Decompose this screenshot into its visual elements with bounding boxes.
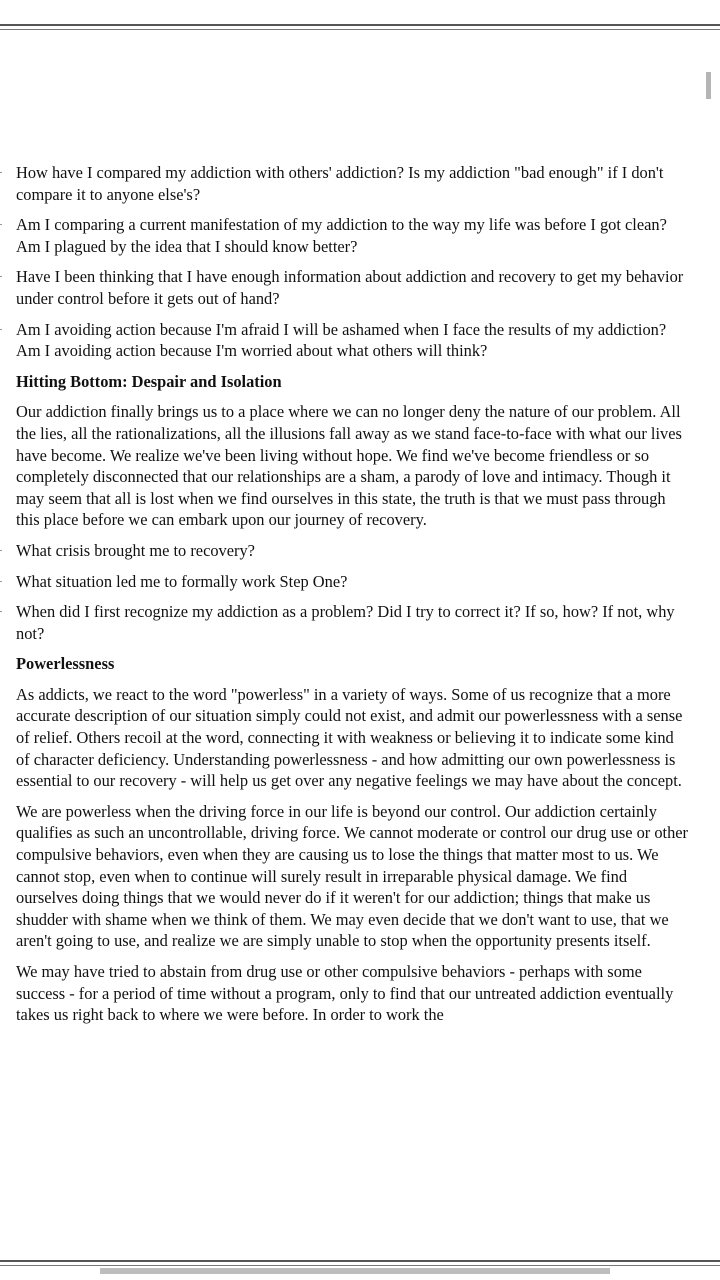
question-item: Have I been thinking that I have enough information about addiction and recovery to get my behavior under control before it gets out of hand? [16,266,688,309]
paragraph: We are powerless when the driving force in our life is beyond our control. Our addiction certainly qualifies as such an uncontrollable, driving force. We cannot moderate or control our drug use or other compulsive behaviors, even when they are causing us to lose the things that matter most to us. We cannot stop, even when to continue will surely result in irreparable physical damage. We find ourselves doing things that we would never do if it weren't for our addiction; things that make us shudder with shame when we think of them. We may even decide that we don't want to use, that we aren't going to use, and realize we are simply unable to stop when the opportunity presents itself. [16,801,688,951]
question-item: When did I first recognize my addiction as a problem? Did I try to correct it? If so, how? If not, why not? [16,601,688,644]
question-item: What crisis brought me to recovery? [16,540,688,562]
paragraph: We may have tried to abstain from drug use or other compulsive behaviors - perhaps with some success - for a period of time without a program, only to find that our untreated addiction eventually takes us right back to where we were before. In order to work the [16,962,674,1025]
section-heading: Hitting Bottom: Despair and Isolation [16,371,282,391]
question-item: What situation led me to formally work Step One? [16,571,688,593]
bottom-divider [0,1260,720,1266]
paragraph: As addicts, we react to the word "powerless" in a variety of ways. Some of us recognize that a more accurate description of our situation simply could not exist, and admit our powerlessness with a sense of relief. Others recoil at the word, connecting it with weakness or believing it to indicate some kind of character deficiency. Understanding powerlessness - and how admitting our own powerlessness is essential to our recovery - will help us get over any negative feelings we may have about the concept. [16,684,683,791]
top-divider [0,24,720,30]
horizontal-scrollbar[interactable] [100,1268,610,1274]
scroll-indicator[interactable] [706,72,711,99]
question-item: Am I avoiding action because I'm afraid I will be ashamed when I face the results of my addiction? Am I avoiding action because I'm worried about what others will think? [16,319,688,362]
section-heading: Powerlessness [16,654,115,674]
question-item: Am I comparing a current manifestation of my addiction to the way my life was before I got clean? Am I plagued by the idea that I should know better? [16,214,688,257]
question-item: How have I compared my addiction with others' addiction? Is my addiction "bad enough" if I don't compare it to anyone else's? [16,162,688,205]
document-body [16,162,688,1035]
paragraph: Our addiction finally brings us to a place where we can no longer deny the nature of our problem. All the lies, all the rationalizations, all the illusions fall away as we stand face-to-face with what our lives have become. We realize we've been living without hope. We find we've become friendless or so completely disconnected that our relationships are a sham, a parody of love and intimacy. Though it may seem that all is lost when we find ourselves in this state, the truth is that we must pass through this place before we can embark upon our journey of recovery. [16,402,682,530]
